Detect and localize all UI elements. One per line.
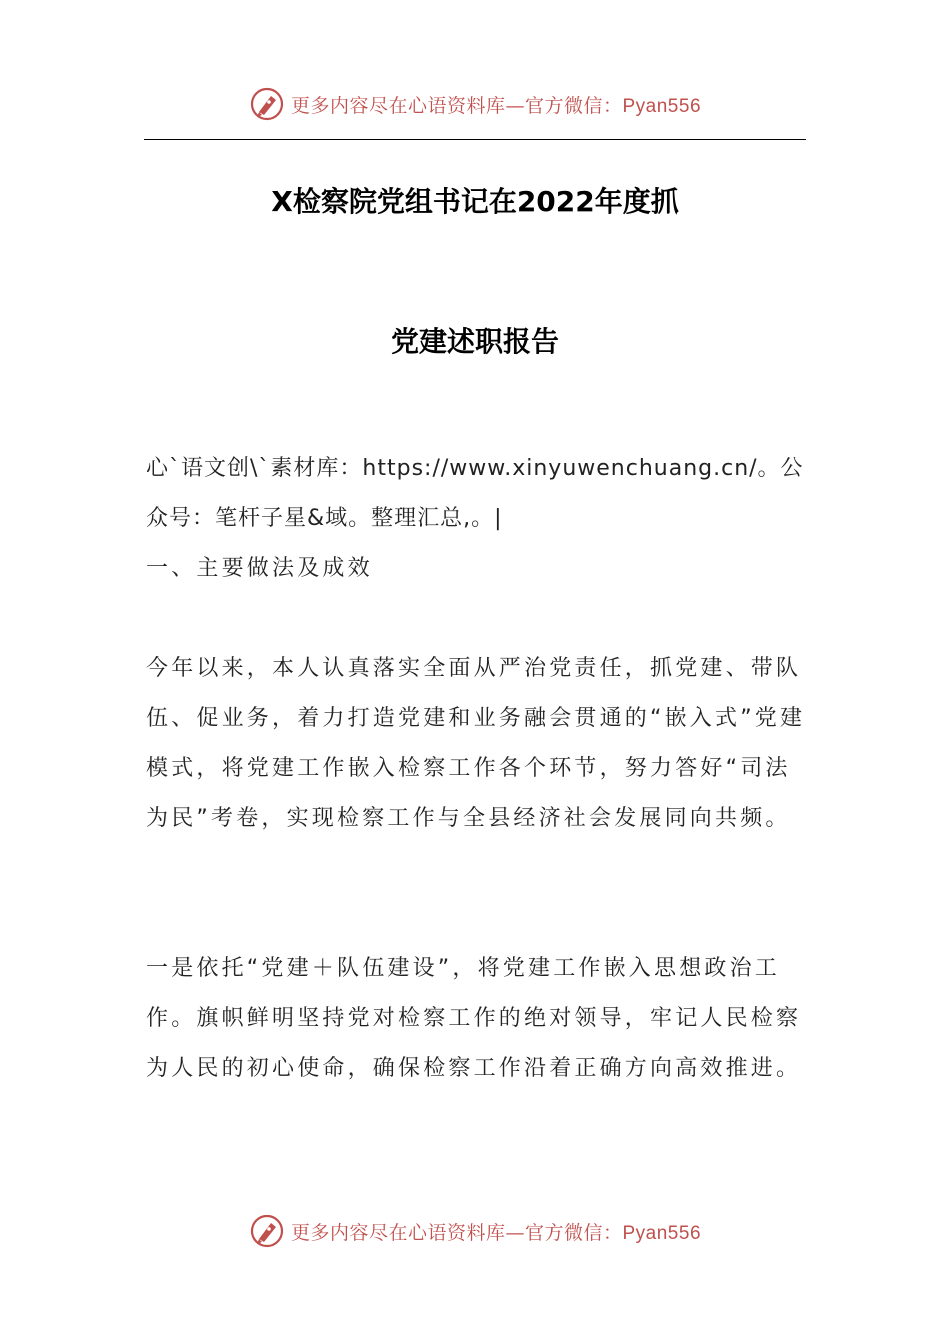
- footer-banner-label: 更多内容尽在心语资料库—官方微信：: [290, 1221, 623, 1244]
- first-point-paragraph: 一是依托“党建＋队伍建设”，将党建工作嵌入思想政治工作。旗帜鲜明坚持党对检察工作的绝对领导，牢记人民检察为人民的初心使命，确保检察工作沿着正确方向高效推进。: [146, 956, 802, 1081]
- header-banner-text: [291, 91, 701, 118]
- footer-banner-handle: Pyan556: [622, 1222, 702, 1244]
- section-heading: 一、主要做法及成效: [146, 556, 373, 581]
- header-banner-label: 更多内容尽在心语资料库—官方微信：: [290, 94, 623, 117]
- pen-nib-logo-icon: [249, 86, 285, 122]
- footer-banner-text: [291, 1218, 701, 1245]
- intro-paragraph: 今年以来，本人认真落实全面从严治党责任，抓党建、带队伍、促业务，着力打造党建和业务融会贯通的“嵌入式”党建模式，将党建工作嵌入检察工作各个环节，努力答好“司法为民”考卷，实现检察工作与全县经济社会发展同向共频。: [146, 656, 806, 831]
- pen-nib-logo-icon: [249, 1213, 285, 1249]
- header-rule: [144, 139, 806, 140]
- document-title-line-1: X检察院党组书记在2022年度抓: [271, 185, 679, 218]
- footer-banner: [0, 1211, 950, 1251]
- header-banner: [0, 84, 950, 124]
- header-banner-handle: Pyan556: [622, 95, 702, 117]
- source-note: 心`语文创\`素材库：https://www.xinyuwenchuang.cn/。公众号：笔杆子星&域。整理汇总,。|: [146, 456, 804, 531]
- document-title-line-2: 党建述职报告: [390, 325, 559, 358]
